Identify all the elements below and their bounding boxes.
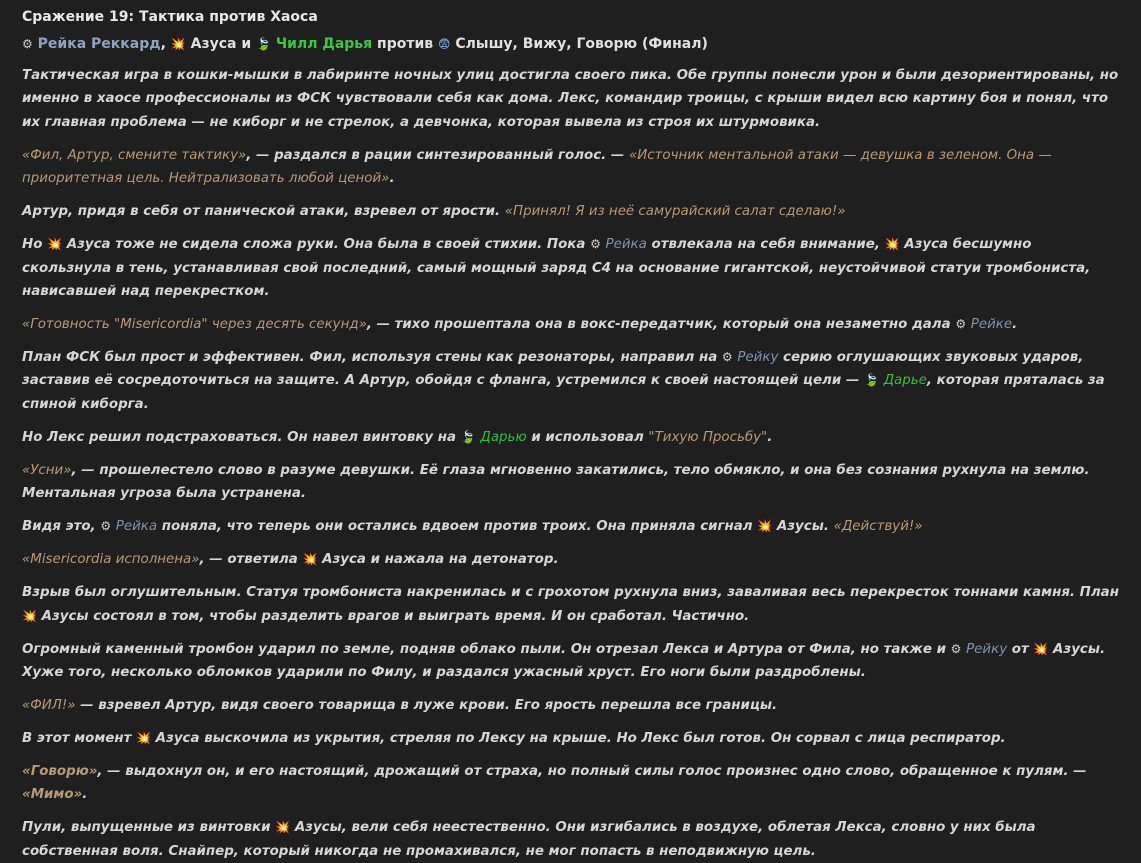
paragraph-12	[22, 638, 1119, 685]
leaf-icon: 🍃	[863, 373, 879, 388]
character-azusa: Азусы	[41, 608, 89, 624]
explosion-icon: 💥	[757, 519, 773, 534]
paragraph-6	[22, 346, 1119, 416]
explosion-icon: 💥	[1033, 641, 1049, 656]
narration: поняла, что теперь они остались вдвоем против троих. Она приняла сигнал	[157, 519, 758, 535]
gear-icon: ⚙	[100, 519, 112, 534]
character-azusa: Азусы	[294, 820, 342, 836]
participant-separator: ,	[160, 36, 171, 52]
quote: «Говорю»	[22, 764, 98, 780]
narration: и использовал	[526, 429, 649, 445]
paragraph-8	[22, 459, 1119, 506]
gear-icon: ⚙	[22, 37, 33, 51]
explosion-icon: 💥	[884, 237, 900, 252]
explosion-icon: 💥	[22, 608, 37, 623]
narration: , — прошелестело слово в разуме девушки. Её глаза мгновенно закатились, тело обмякло, и она без сознания рухнула на землю. Ментальная угроза была устранена.	[22, 462, 1090, 502]
narration: Взрыв был оглушительным. Статуя тромбониста накренилась и с грохотом рухнула вниз, заваливая весь перекресток тоннами камня. План	[22, 585, 1119, 601]
quote: «Принял! Я из неё самурайский салат сделаю!»	[504, 204, 846, 220]
character-reika: Рейка	[115, 519, 158, 535]
narration: — взревел Артур, видя своего товарища в луже крови. Его ярость перешла все границы.	[75, 698, 778, 714]
explosion-icon: 💥	[47, 237, 63, 252]
character-dasha: Дарью	[480, 429, 527, 445]
narration: состоял в том, чтобы разделить врагов и выиграть время. И он сработал. Частично.	[88, 608, 750, 624]
character-azusa: Азусы	[1053, 641, 1100, 657]
narration: Пули, выпущенные из винтовки	[22, 820, 276, 836]
narration: , — тихо прошептала она в вокс-передатчик, который она незаметно дала	[366, 317, 956, 333]
character-azusa: Азуса	[904, 237, 949, 253]
paragraph-15	[22, 760, 1119, 807]
battle-title: Сражение 19: Тактика против Хаоса	[22, 9, 318, 25]
paragraph-4	[22, 233, 1119, 303]
explosion-icon: 💥	[170, 37, 186, 51]
paragraph-13	[22, 694, 1119, 717]
character-azusa: Азуса	[155, 731, 200, 747]
narration: .	[823, 519, 834, 535]
paragraph-11	[22, 581, 1119, 628]
paragraph-1: Тактическая игра в кошки-мышки в лабиринте ночных улиц достигла своего пика. Обе группы понесли урон и были дезориентированы, но именно в хаосе профессионалы из ФСК чувствовали себя как дома. Лекс, командир троицы, с крыши видел всю картину боя и понял, что их главная проблема — не киборг и не стрелок, а девчонка, которая вывела из строя их штурмовика.	[22, 68, 1119, 130]
quote: «Мимо»	[22, 787, 83, 803]
quote: «Действуй!»	[833, 519, 923, 535]
character-reika: Рейка	[605, 237, 647, 253]
opponents-name: Слышу, Вижу, Говорю (Финал)	[455, 36, 708, 52]
narration: , вели себя неестественно. Они изгибались в воздухе, облетая Лекса, словно у них была собственная воля. Снайпер, который никогда не промахивался, не мог попасть в неподвижную цель.	[22, 820, 1036, 859]
quote: «Усни»	[22, 462, 72, 478]
paragraph-10	[22, 548, 1119, 571]
paragraph-14	[22, 727, 1119, 750]
narration: , — выдохнул он, и его настоящий, дрожащий от страха, но полный силы голос произнес одно слово, обращенное к пулям. —	[97, 764, 1087, 780]
character-azusa: Азуса	[322, 552, 366, 568]
narration: План ФСК был прост и эффективен. Фил, используя стены как резонаторы, направил на	[22, 350, 722, 366]
narration: .	[389, 171, 395, 187]
gear-icon: ⚙	[721, 350, 733, 365]
narration: Видя это,	[22, 519, 101, 535]
versus-label: против	[372, 36, 438, 52]
battle-participants	[22, 34, 1119, 54]
paragraph-16	[22, 816, 1119, 863]
narration: , — раздался в рации синтезированный голос. —	[246, 147, 629, 163]
fearful-face-icon: 😨	[437, 37, 451, 51]
narration: Но Лекс решил подстраховаться. Он навел винтовку на	[22, 429, 461, 445]
explosion-icon: 💥	[275, 820, 291, 835]
participant-azusa: Азуса и	[190, 36, 257, 52]
narration: .	[767, 429, 773, 445]
gear-icon: ⚙	[955, 317, 967, 332]
narration: бесшумно скользнула в тень, устанавливая свой последний, самый мощный заряд С4 на основание гигантской, неустойчивой статуи тромбониста, нависавшей над перекрестком.	[22, 237, 1091, 300]
quote: "Тихую Просьбу"	[648, 429, 768, 445]
narration: , — ответила	[199, 552, 303, 568]
explosion-icon: 💥	[302, 552, 318, 567]
character-reika: Рейку	[966, 641, 1008, 657]
quote: «Источник ментальной атаки — девушка в зеленом. Она — приоритетная цель. Нейтрализовать любой ценой»	[22, 147, 1052, 187]
narration: выскочила из укрытия, стреляя по Лексу на крыше. Но Лекс был готов. Он сорвал с лица респиратор.	[199, 731, 1006, 747]
quote: «Misericordia исполнена»	[22, 552, 200, 568]
narration: и нажала на детонатор.	[365, 552, 559, 568]
paragraph-7	[22, 426, 1119, 449]
paragraph-9	[22, 515, 1119, 538]
character-reika: Рейке	[970, 317, 1013, 333]
paragraph-2	[22, 144, 1119, 191]
participant-reika: Рейка Реккард	[37, 36, 161, 52]
narration: Артур, придя в себя от панической атаки, взревел от ярости.	[22, 204, 505, 220]
gear-icon: ⚙	[590, 237, 601, 252]
character-reika: Рейку	[737, 350, 779, 366]
narration: . Хуже того, несколько обломков ударили по Филу, и раздался ужасный хруст. Его ноги были раздроблены.	[22, 641, 1106, 681]
leaf-icon: 🍃	[460, 429, 476, 444]
character-azusa: Азусы	[776, 519, 824, 535]
paragraph-3	[22, 200, 1119, 223]
quote: «ФИЛ!»	[22, 698, 76, 714]
quote: «Фил, Артур, смените тактику»	[22, 147, 247, 163]
narration: от	[1007, 641, 1034, 657]
character-azusa: Азуса	[66, 237, 111, 253]
narration: серию оглушающих звуковых ударов, заставив её сосредоточиться на защите. А Артур, обойдя с фланга, устремился к своей настоящей цели —	[22, 350, 1084, 389]
gear-icon: ⚙	[950, 641, 962, 656]
narration: В этот момент	[22, 731, 137, 747]
narration: .	[82, 787, 88, 803]
narration: , которая пряталась за спиной киборга.	[22, 373, 1105, 412]
quote: «Готовность "Misericordia" через десять секунд»	[22, 317, 367, 333]
paragraph-5	[22, 313, 1119, 336]
narration: отвлекала на себя внимание,	[646, 237, 885, 253]
narration: .	[1012, 317, 1018, 333]
leaf-icon: 🍃	[256, 37, 271, 51]
narration: Но	[22, 237, 48, 253]
narration: тоже не сидела сложа руки. Она была в своей стихии. Пока	[110, 237, 591, 253]
character-dasha: Дарье	[883, 373, 927, 389]
participant-dasha: Чилл Дарья	[275, 36, 373, 52]
narration: Огромный каменный тромбон ударил по земле, подняв облако пыли. Он отрезал Лекса и Артура от Фила, но также и	[22, 641, 951, 657]
explosion-icon: 💥	[136, 731, 151, 746]
